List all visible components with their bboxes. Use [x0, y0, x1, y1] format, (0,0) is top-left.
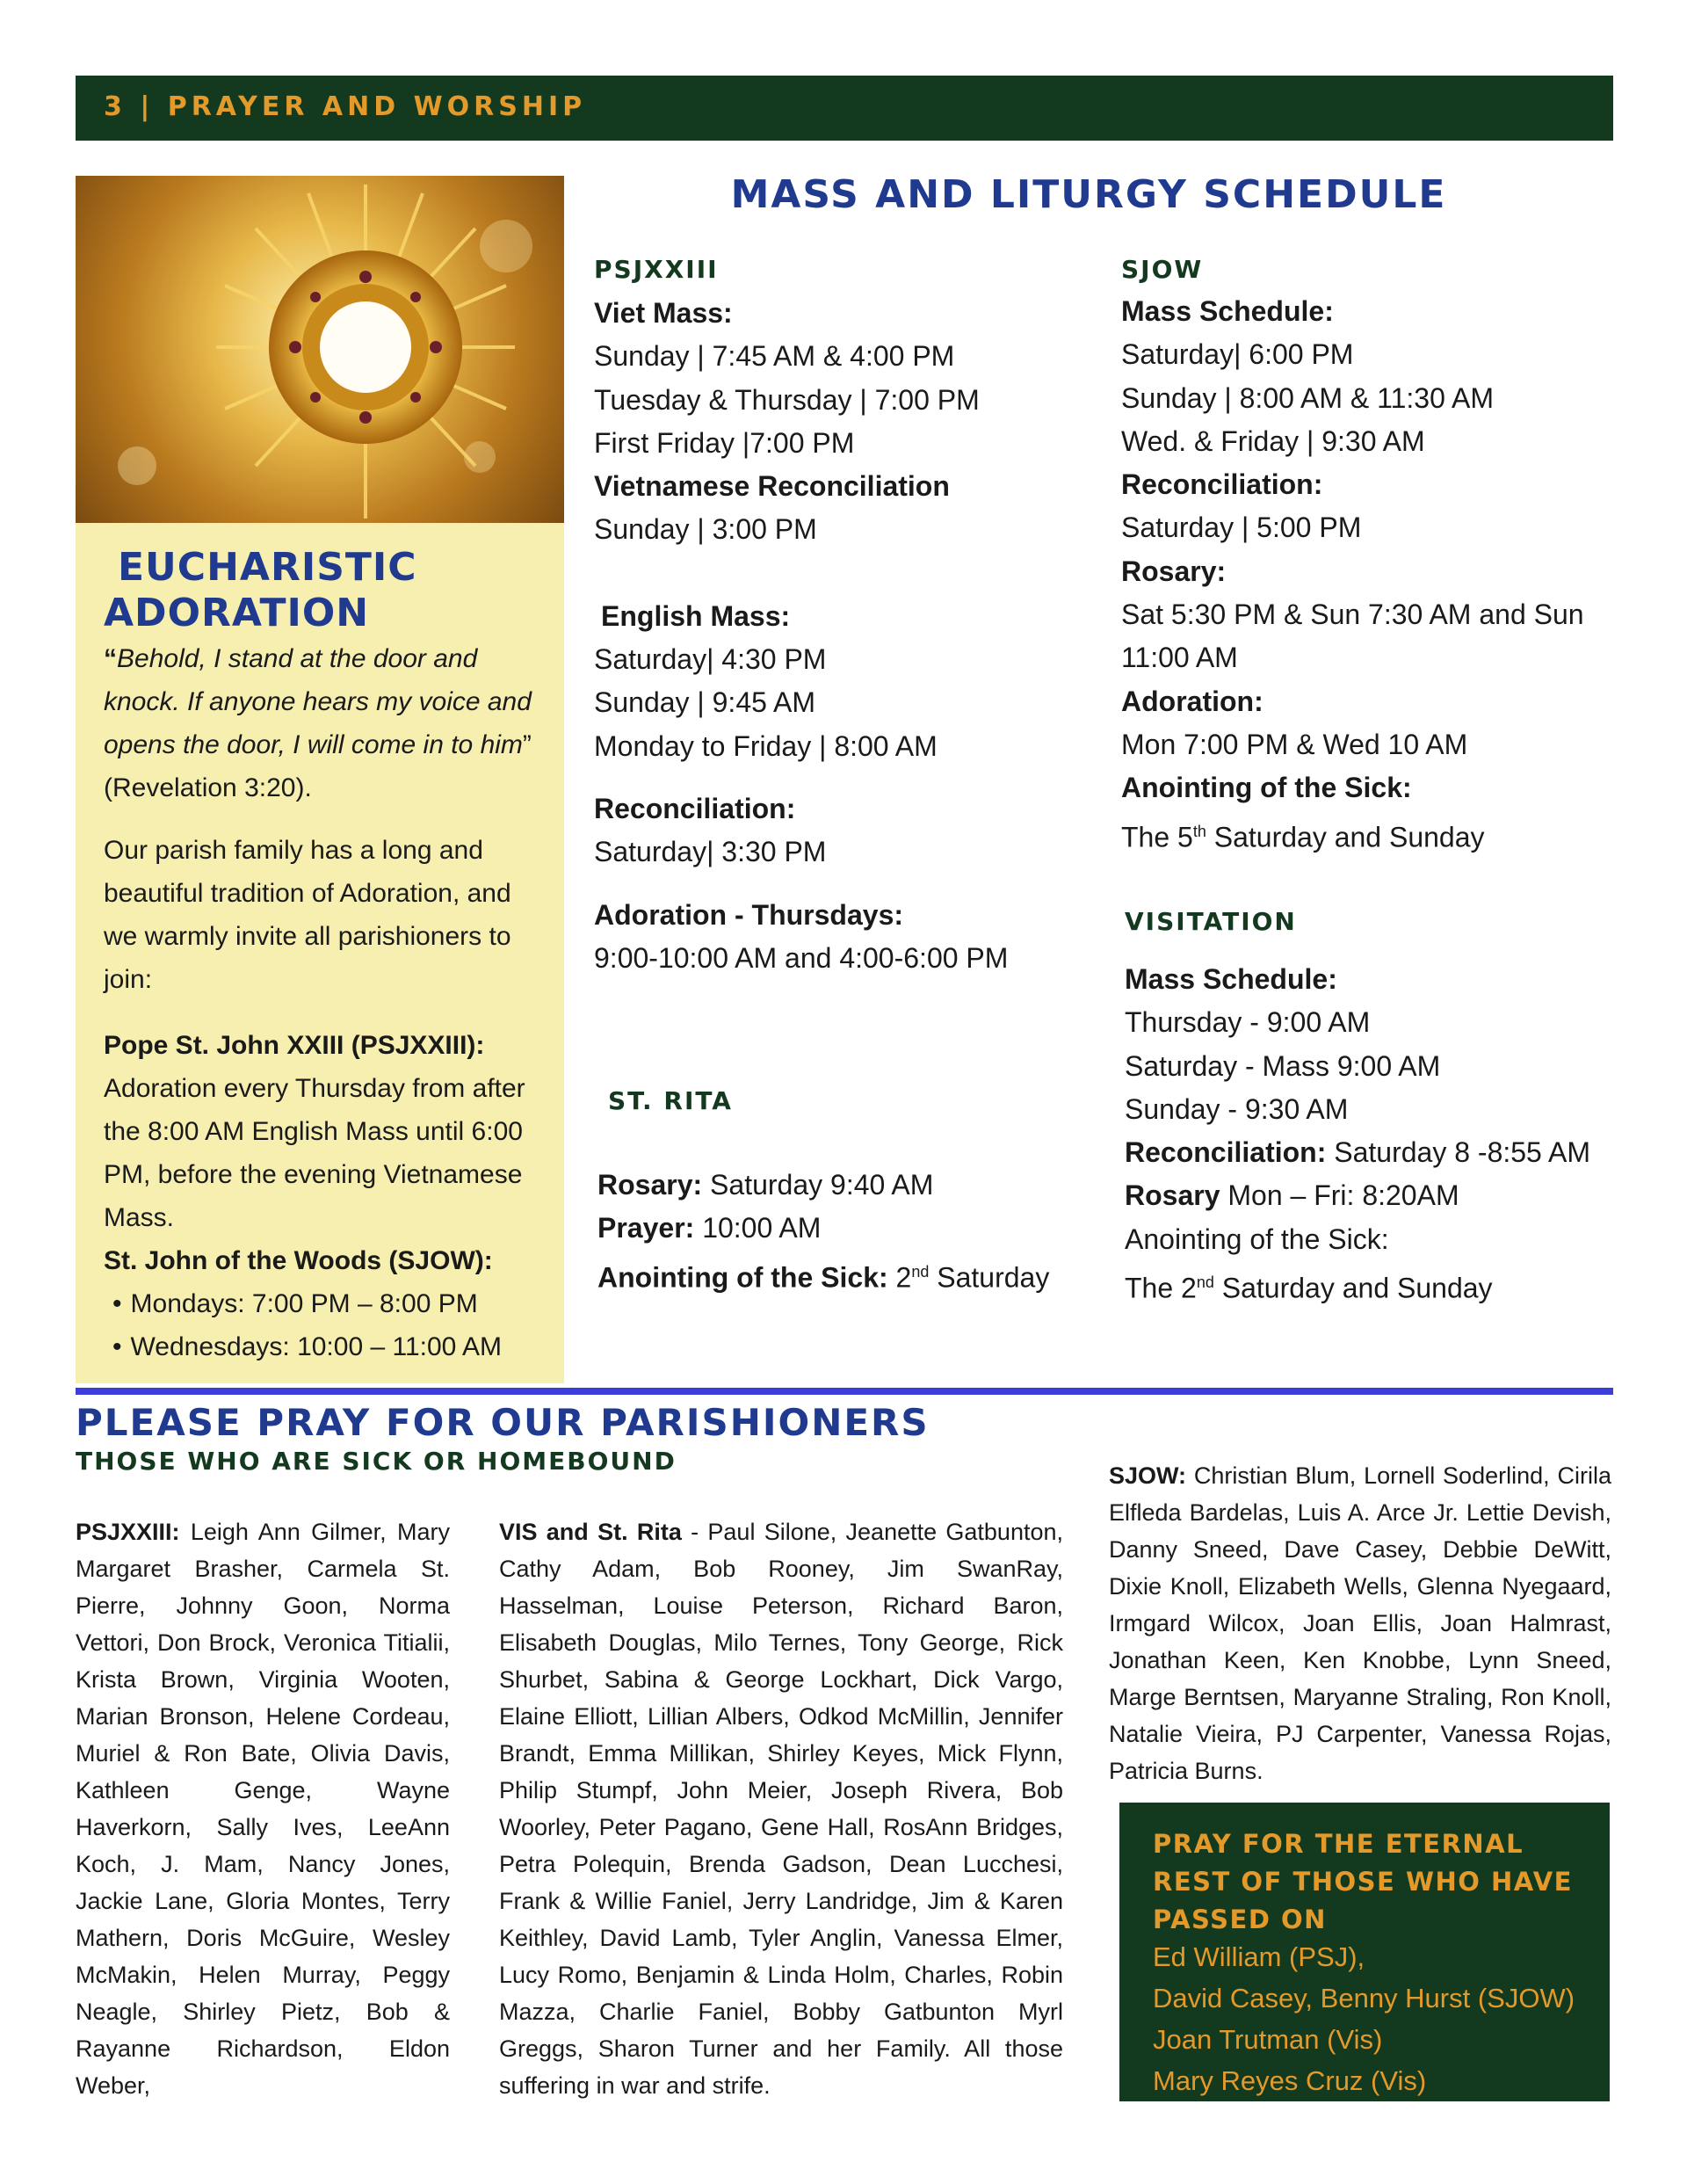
list-item: • Wednesdays: 10:00 – 11:00 AM: [104, 1325, 543, 1368]
eternal-rest-title: PRAY FOR THE ETERNAL REST OF THOSE WHO HAVE PASSED ON: [1153, 1829, 1573, 1934]
section-divider: [76, 1388, 1613, 1395]
sjow-sick-list: SJOW: Christian Blum, Lornell Soderlind, Cirila Elfleda Bardelas, Luis A. Arce Jr. Lettie Devish, Danny Sneed, Dave Casey, Debbie DeWitt, Dixie Knoll, Elizabeth Wells, Glenna Nyegaard, Irmgard Wilcox, Joan Ellis, Joan Halmrast, Jonathan Keen, Ken Knobbe, Lynn Sneed, Marge Berntsen, Maryanne Straling, Ron Knoll, Natalie Vieira, PJ Carpenter, Vanessa Rojas, Patricia Burns.: [1109, 1462, 1611, 1784]
adoration-quote: “Behold, I stand at the door and knock. If anyone hears my voice and opens the door, I will come in to him” (Revelation 3:20).: [104, 644, 532, 802]
pray-subtitle: THOSE WHO ARE SICK OR HOMEBOUND: [76, 1447, 677, 1476]
list-item: Mary Reyes Cruz (Vis): [1153, 2065, 1427, 2096]
st-rita-label: ST. RITA: [608, 1086, 733, 1115]
list-item: Joan Trutman (Vis): [1153, 2024, 1383, 2055]
pray-title: PLEASE PRAY FOR OUR PARISHIONERS: [76, 1401, 930, 1444]
sjow-adoration-list: [104, 1282, 543, 1368]
monstrance-icon: [76, 176, 564, 523]
sjow-schedule: Mass Schedule: Saturday| 6:00 PM Sunday | 8:00 AM & 11:30 AM Wed. & Friday | 9:30 AM Reconciliation: Saturday | 5:00 PM Rosary: Sat 5:30 PM & Sun 7:30 AM and Sun 11:00 AM Adoration: Mon 7:00 PM & Wed 10 AM Anointing of the Sick: The 5th Saturday and Sunday: [1121, 295, 1584, 853]
visitation-schedule: Mass Schedule: Thursday - 9:00 AM Saturday - Mass 9:00 AM Sunday - 9:30 AM Reconciliation: Saturday 8 -8:55 AM Rosary Mon – Fri: 8:20AM Anointing of the Sick: The 2nd Saturday and Sunday: [1125, 963, 1590, 1304]
psj-sick-list: PSJXXIII: Leigh Ann Gilmer, Mary Margaret Brasher, Carmela St. Pierre, Johnny Goon, Norma Vettori, Don Brock, Veronica Titialii, Krista Brown, Virginia Wooten, Marian Bronson, Helene Cordeau, Muriel & Ron Bate, Olivia Davis, Kathleen Genge, Wayne Haverkorn, Sally Ives, LeeAnn Koch, J. Mam, Nancy Jones, Jackie Lane, Gloria Montes, Terry Mathern, Doris McGuire, Wesley McMakin, Helen Murray, Peggy Neagle, Shirley Pietz, Bob & Rayanne Richardson, Eldon Weber,: [76, 1519, 450, 2099]
list-item: Ed William (PSJ),: [1153, 1941, 1365, 1972]
psj-label: PSJXXIII: [594, 255, 719, 284]
section-header-text: 3 | PRAYER AND WORSHIP: [104, 91, 587, 122]
psj-adoration-text: Adoration every Thursday from after the 8:00 AM English Mass until 6:00 PM, before the evening Vietnamese Mass.: [104, 1074, 525, 1232]
mass-schedule-title: MASS AND LITURGY SCHEDULE: [730, 172, 1447, 217]
section-header-bar: [76, 76, 1613, 141]
st-rita-schedule: Rosary: Saturday 9:40 AM Prayer: 10:00 AM Anointing of the Sick: 2nd Saturday: [597, 1169, 1050, 1294]
eternal-rest-box: [1119, 1803, 1610, 2101]
psj-schedule: Viet Mass: Sunday | 7:45 AM & 4:00 PM Tuesday & Thursday | 7:00 PM First Friday |7:00 PM Vietnamese Reconciliation Sunday | 3:00 PM English Mass: Saturday| 4:30 PM Sunday | 9:45 AM Monday to Friday | 8:00 AM Reconciliation: Saturday| 3:30 PM Adoration - Thursdays: 9:00-10:00 AM and 4:00-6:00 PM: [594, 297, 1009, 974]
list-item: • Mondays: 7:00 PM – 8:00 PM: [104, 1282, 543, 1325]
sjow-adoration-label: St. John of the Woods (SJOW):: [104, 1246, 493, 1275]
adoration-box: [76, 176, 564, 1383]
adoration-body: [104, 637, 543, 1368]
adoration-intro: Our parish family has a long and beautiful tradition of Adoration, and we warmly invite all parishioners to join:: [104, 836, 511, 994]
sjow-label: SJOW: [1121, 255, 1204, 284]
vis-sick-list: VIS and St. Rita - Paul Silone, Jeanette Gatbunton, Cathy Adam, Bob Rooney, Jim SwanRay, Hasselman, Louise Peterson, Richard Baron, Elisabeth Douglas, Milo Ternes, Tony George, Rick Shurbet, Sabina & George Lockhart, Dick Vargo, Elaine Elliott, Lillian Albers, Odkod McMillin, Jennifer Brandt, Emma Millikan, Shirley Keyes, Mick Flynn, Philip Stumpf, John Meier, Joseph Rivera, Bob Woorley, Peter Pagano, Gene Hall, RosAnn Bridges, Petra Polequin, Brenda Gadson, Dean Lucchesi, Frank & Willie Faniel, Jerry Landridge, Jim & Karen Keithley, David Lamb, Tyler Anglin, Vanessa Elmer, Lucy Romo, Benjamin & Linda Holm, Charles, Robin Mazza, Charlie Faniel, Bobby Gatbunton Myrl Greggs, Sharon Turner and her Family. All those suffering in war and strife.: [499, 1519, 1063, 2099]
adoration-title: EUCHARISTIC ADORATION: [104, 545, 417, 635]
visitation-label: VISITATION: [1125, 907, 1297, 936]
psj-adoration-label: Pope St. John XXIII (PSJXXIII):: [104, 1031, 485, 1060]
list-item: David Casey, Benny Hurst (SJOW): [1153, 1983, 1575, 2013]
eternal-rest-list: [1153, 1936, 1575, 2101]
